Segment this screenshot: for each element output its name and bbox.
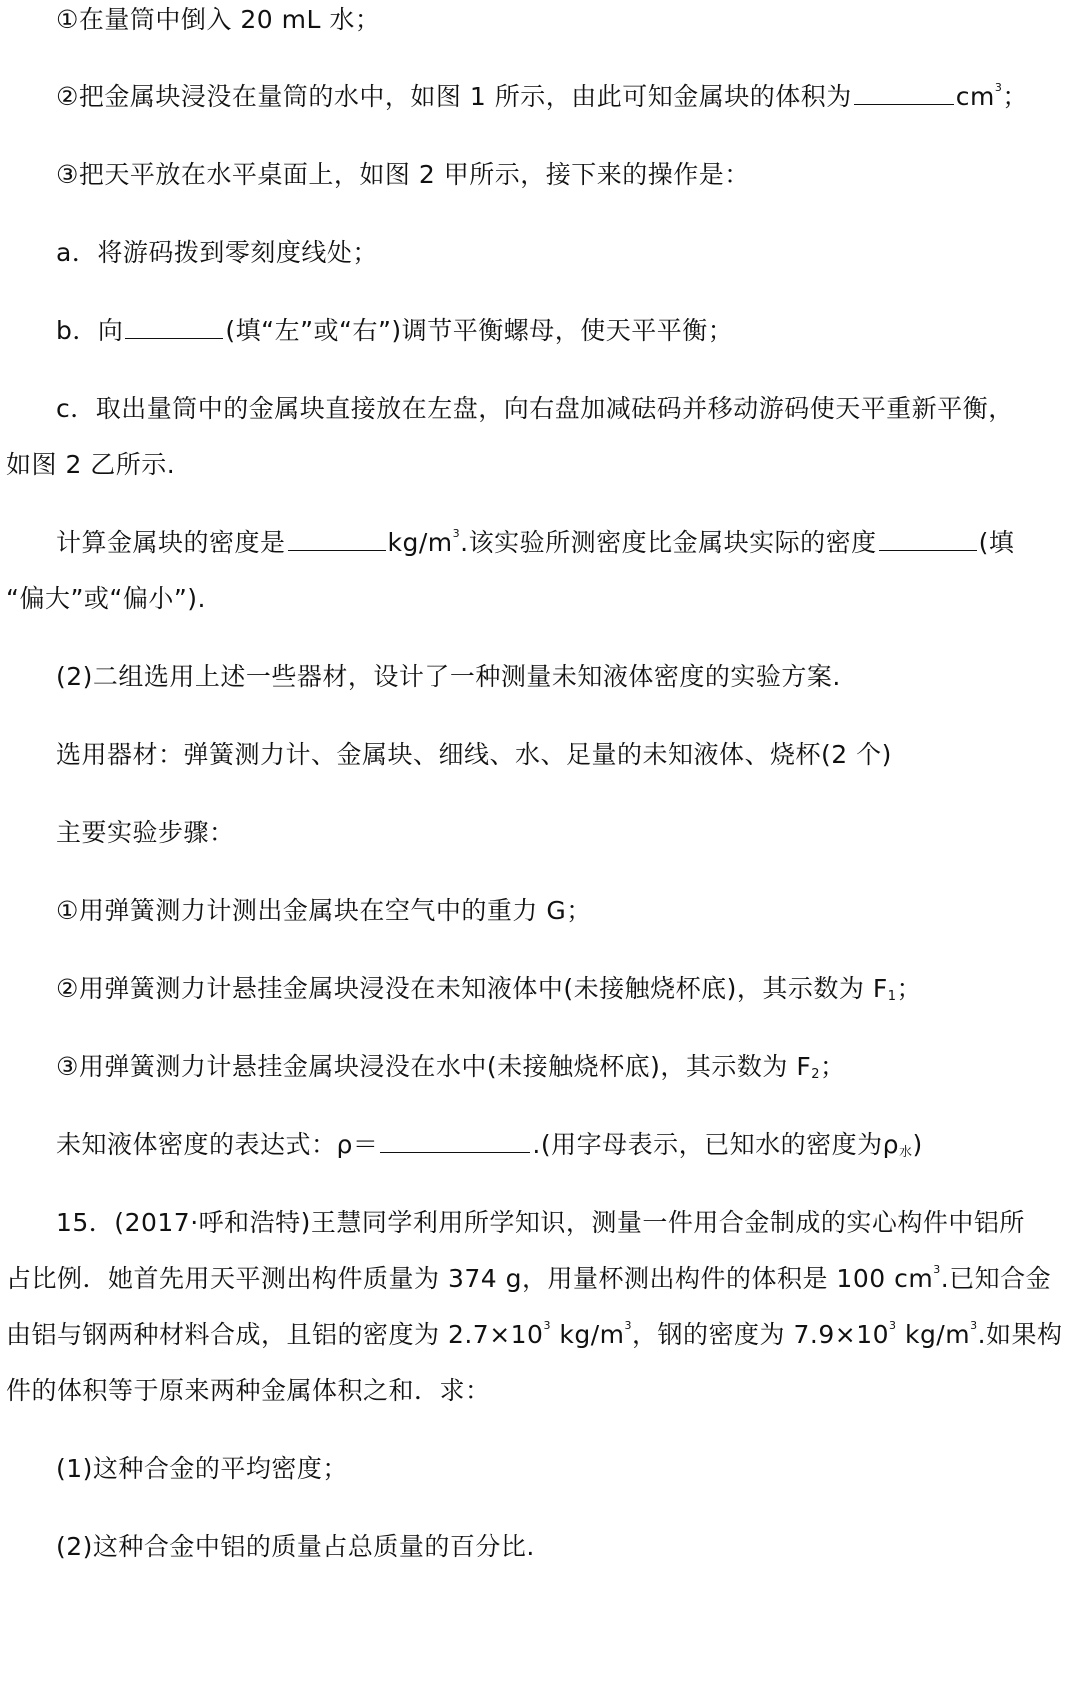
measure-step-2-end: ； [896, 974, 923, 1003]
water-subscript: 水 [898, 1145, 913, 1160]
equipment-text: 选用器材：弹簧测力计、金属块、细线、水、足量的未知液体、烧杯(2 个) [56, 740, 892, 769]
volume-answer-blank[interactable] [854, 82, 954, 105]
equipment-line [0, 740, 1080, 770]
steel-unit: kg/m [896, 1320, 971, 1349]
question-15-line-3 [0, 1320, 1080, 1350]
f2-subscript: 2 [811, 1067, 821, 1082]
volume-unit: cm [955, 82, 995, 111]
volume-unit-exponent: 3 [994, 81, 1003, 94]
step-3-text: ③把天平放在水平桌面上，如图 2 甲所示，接下来的操作是： [56, 160, 750, 189]
density-calc-start: 计算金属块的密度是 [56, 528, 286, 557]
question-15-text-3-end: .如果构 [977, 1320, 1063, 1349]
steel-power-exponent: 3 [889, 1319, 897, 1332]
measure-step-3-text: ③用弹簧测力计悬挂金属块浸没在水中(未接触烧杯底)，其示数为 F [56, 1052, 812, 1081]
steel-unit-exponent: 3 [970, 1319, 978, 1332]
expression-hint: .(用字母表示，已知水的密度为ρ [532, 1130, 899, 1159]
density-calc-fill-hint: (填 [978, 528, 1015, 557]
question-15-text: 15．(2017·呼和浩特)王慧同学利用所学知识，测量一件用合金制成的实心构件中铝所 [56, 1208, 1025, 1237]
measure-step-2-line [0, 974, 1080, 1004]
question-15-line-2 [0, 1264, 1080, 1294]
f1-subscript: 1 [887, 989, 897, 1004]
density-unit: kg/m [387, 528, 453, 557]
question-15-text-4: 件的体积等于原来两种金属体积之和．求： [6, 1376, 491, 1405]
step-2-line [0, 82, 1080, 112]
expression-end: ) [912, 1130, 923, 1159]
question-15-line-4 [0, 1376, 1080, 1406]
substep-c-continuation-text: 如图 2 乙所示. [6, 450, 176, 479]
measure-step-2-text: ②用弹簧测力计悬挂金属块浸没在未知液体中(未接触烧杯底)，其示数为 F [56, 974, 888, 1003]
expression-answer-blank[interactable] [380, 1130, 530, 1153]
density-compare-text: .该实验所测密度比金属块实际的密度 [460, 528, 877, 557]
bias-answer-blank[interactable] [879, 528, 977, 551]
step-2-text: ②把金属块浸没在量筒的水中，如图 1 所示，由此可知金属块的体积为 [56, 82, 852, 111]
sub-question-2-text: (2)这种合金中铝的质量占总质量的百分比. [56, 1532, 535, 1561]
substep-b-rest: (填“左”或“右”)调节平衡螺母，使天平平衡； [225, 316, 734, 345]
aluminum-unit: kg/m [550, 1320, 625, 1349]
direction-answer-blank[interactable] [125, 316, 223, 339]
main-steps-heading [0, 818, 1080, 848]
expression-line [0, 1130, 1080, 1160]
substep-c-line [0, 394, 1080, 424]
aluminum-density-text: 由铝与钢两种材料合成，且铝的密度为 2.7×10 [6, 1320, 544, 1349]
substep-a-text: a．将游码拨到零刻度线处； [56, 238, 378, 267]
substep-b-line [0, 316, 1080, 346]
sub-question-1-text: (1)这种合金的平均密度； [56, 1454, 348, 1483]
step-3-line [0, 160, 1080, 190]
measure-step-1-text: ①用弹簧测力计测出金属块在空气中的重力 G； [56, 896, 592, 925]
substep-a-line [0, 238, 1080, 268]
step-2-end: ； [1002, 82, 1028, 111]
sub-question-2-line [0, 1532, 1080, 1562]
question-15-text-2: 占比例．她首先用天平测出构件质量为 374 g，用量杯测出构件的体积是 100 cm [6, 1264, 934, 1293]
substep-c-continuation [0, 450, 1080, 480]
part-2-text: (2)二组选用上述一些器材，设计了一种测量未知液体密度的实验方案. [56, 662, 841, 691]
step-1-line [0, 5, 1080, 35]
question-15-text-2-end: .已知合金 [940, 1264, 1052, 1293]
question-15-line [0, 1208, 1080, 1238]
density-calc-continuation [0, 584, 1080, 614]
density-answer-blank[interactable] [288, 528, 386, 551]
substep-c-text: c．取出量筒中的金属块直接放在左盘，向右盘加减砝码并移动游码使天平重新平衡， [56, 394, 1014, 423]
measure-step-3-end: ； [820, 1052, 846, 1081]
aluminum-unit-exponent: 3 [624, 1319, 633, 1332]
measure-step-1-line [0, 896, 1080, 926]
part-2-heading [0, 662, 1080, 692]
expression-start: 未知液体密度的表达式：ρ＝ [56, 1130, 379, 1159]
sub-question-1-line [0, 1454, 1080, 1484]
density-calc-continuation-text: “偏大”或“偏小”). [6, 584, 207, 613]
substep-b-start: b．向 [56, 316, 124, 345]
main-steps-text: 主要实验步骤： [56, 818, 235, 847]
cm-exponent: 3 [933, 1263, 941, 1276]
step-1-text: ①在量筒中倒入 20 mL 水； [56, 5, 381, 34]
density-unit-exponent: 3 [452, 527, 461, 540]
density-calc-line [0, 528, 1080, 558]
measure-step-3-line [0, 1052, 1080, 1082]
steel-density-text: ，钢的密度为 7.9×10 [632, 1320, 890, 1349]
aluminum-power-exponent: 3 [543, 1319, 551, 1332]
